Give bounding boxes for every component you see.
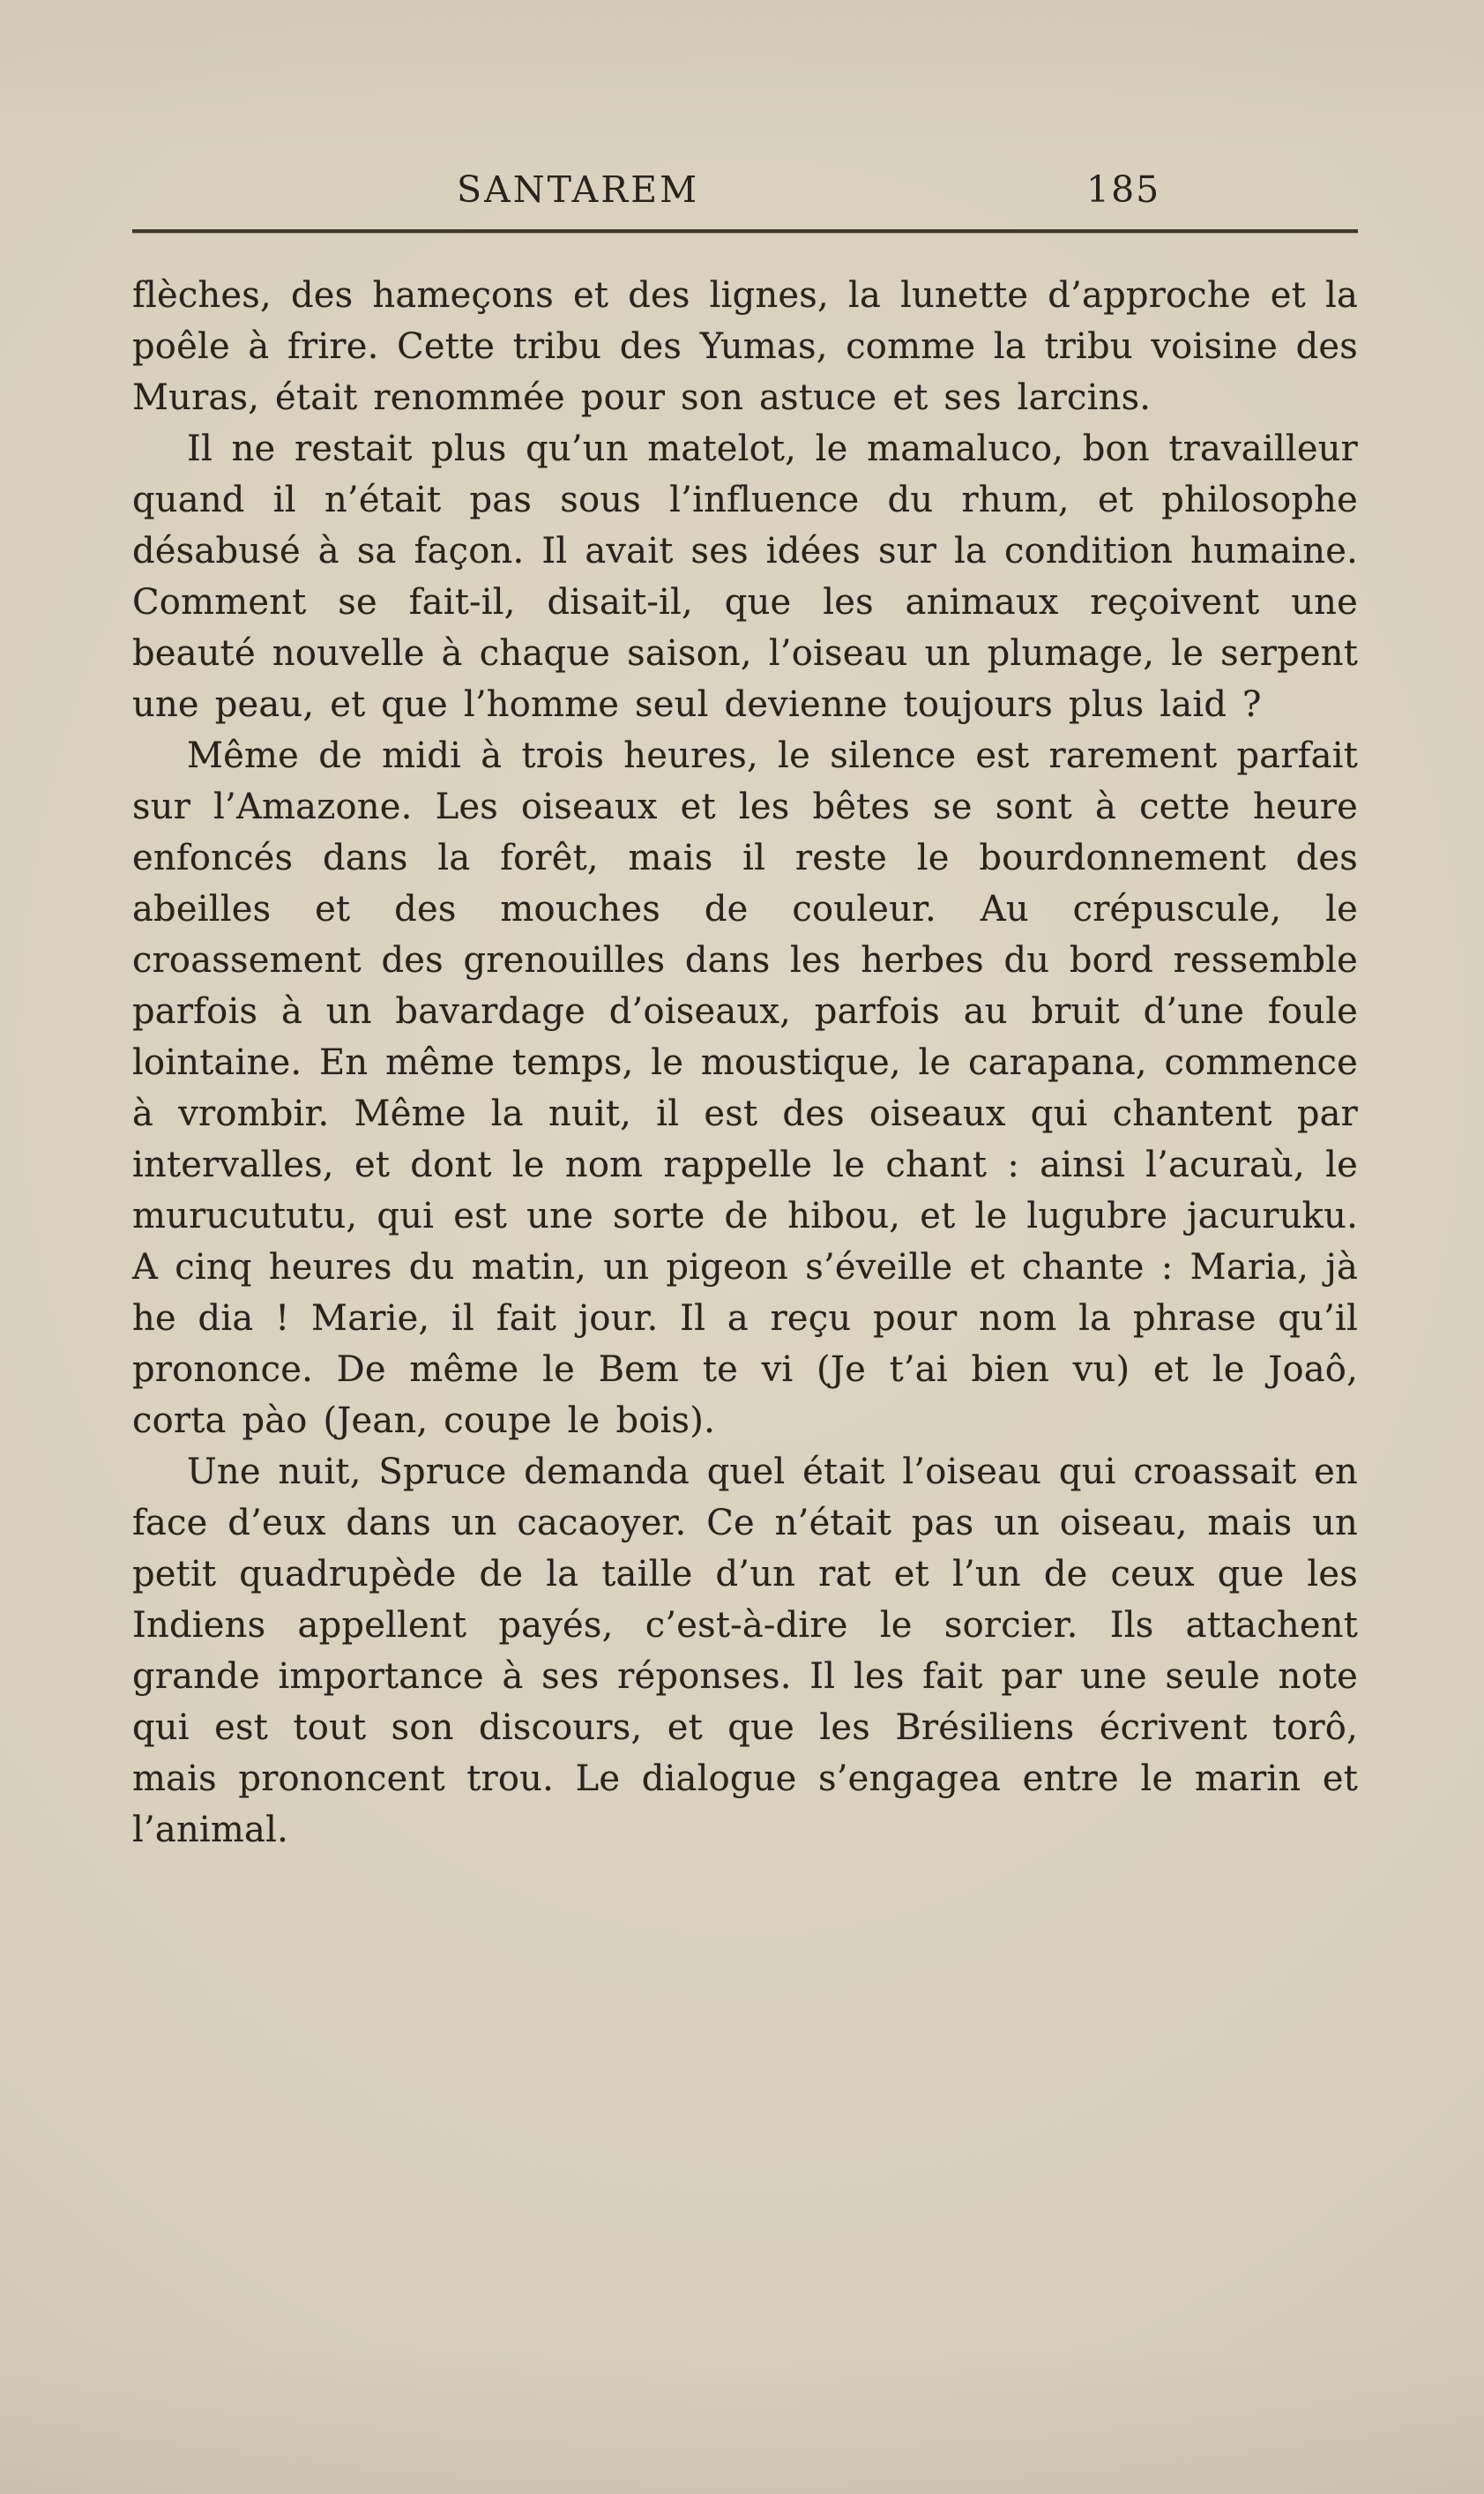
page-number: 185 (1086, 168, 1161, 211)
paragraph-4: Une nuit, Spruce demanda quel était l’oiseau qui croassait en face d’eux dans un cacaoyer. Ce n’était pas un oiseau, mais un petit quadrupède de la taille d’un rat et l’un de ceux que les Indiens appellent payés, c’est-à-dire le sorcier. Ils attachent grande importance à ses réponses. Il les fait par une seule note qui est tout son discours, et que les Brésiliens écrivent torô, mais prononcent trou. Le dialogue s’engagea entre le marin et l’animal. (132, 1452, 1358, 1850)
page-content (132, 168, 1358, 1856)
body-text (132, 270, 1358, 1856)
header-rule (132, 229, 1358, 233)
paragraph-3: Même de midi à trois heures, le silence est rarement parfait sur l’Amazone. Les oiseaux et les bêtes se sont à cette heure enfoncés dans la forêt, mais il reste le bourdonnement des abeilles et des mouches de couleur. Au crépuscule, le croassement des grenouilles dans les herbes du bord ressemble parfois à un bavardage d’oiseaux, parfois au bruit d’une foule lointaine. En même temps, le moustique, le carapana, commence à vrombir. Même la nuit, il est des oiseaux qui chantent par intervalles, et dont le nom rappelle le chant : ainsi l’acuraù, le murucututu, qui est une sorte de hibou, et le lugubre jacuruku. A cinq heures du matin, un pigeon s’éveille et chante : Maria, jà he dia ! Marie, il fait jour. Il a reçu pour nom la phrase qu’il prononce. De même le Bem te vi (Je t’ai bien vu) et le Joaô, corta pào (Jean, coupe le bois). (132, 736, 1358, 1441)
page-title: SANTAREM (457, 168, 700, 211)
paragraph-2: Il ne restait plus qu’un matelot, le mamaluco, bon travailleur quand il n’était pas sous l’influence du rhum, et philosophe désabusé à sa façon. Il avait ses idées sur la condition humaine. Comment se fait-il, disait-il, que les animaux reçoivent une beauté nouvelle à chaque saison, l’oiseau un plumage, le serpent une peau, et que l’homme seul devienne toujours plus laid ? (132, 429, 1358, 725)
running-header (132, 168, 1358, 224)
paragraph-1: flèches, des hameçons et des lignes, la lunette d’approche et la poêle à frire. Cette tribu des Yumas, comme la tribu voisine des Muras, était renommée pour son astuce et ses larcins. (132, 275, 1358, 418)
